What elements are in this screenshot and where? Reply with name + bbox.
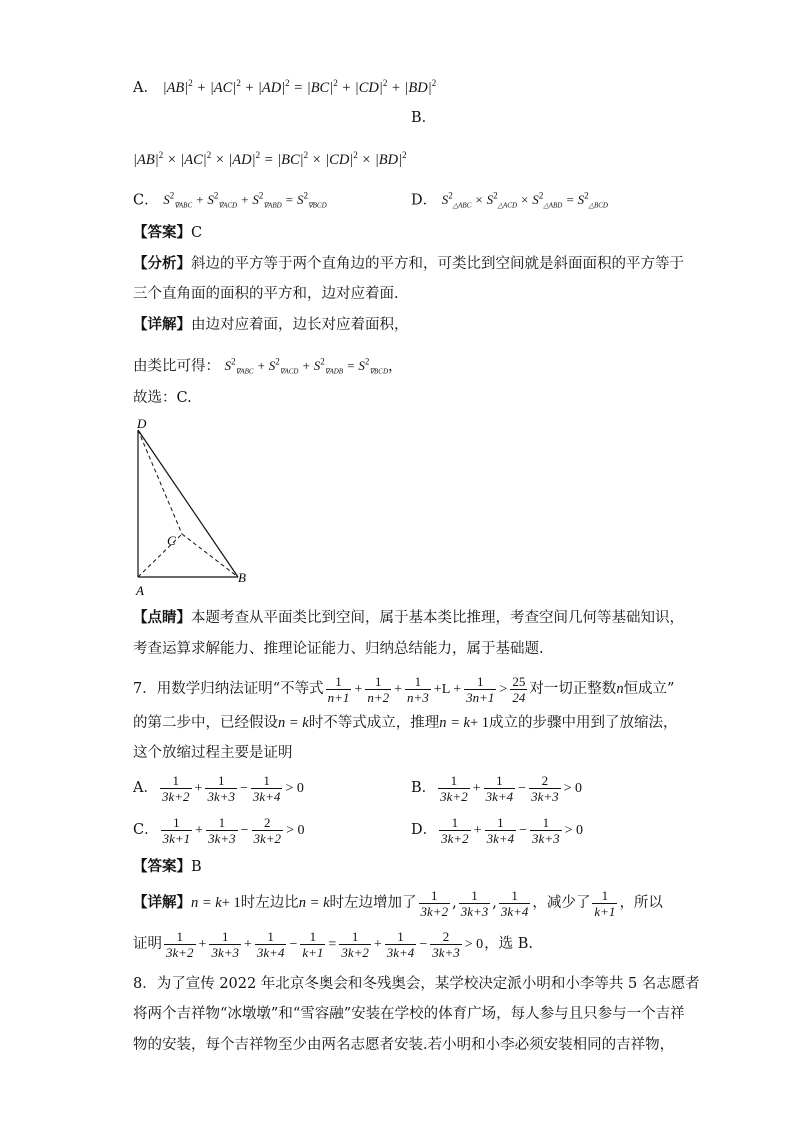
q7-stem-line2: 的第二步中，已经假设n = k时不等式成立，推理n = k+ 1成立的步骤中用到了放缩法，: [133, 715, 678, 731]
tetrahedron-diagram: [126, 414, 266, 602]
label-b: B: [238, 570, 246, 585]
q8-line2: 将两个吉祥物“冰墩墩”和“雪容融”安装在学校的体育广场，每人参与且只参与一个吉祥: [133, 1006, 685, 1022]
q8-line3: 物的安装，每个吉祥物至少由两名志愿者安装.若小明和小李必须安装相同的吉祥物，: [133, 1037, 675, 1053]
q7-proof: 证明 $\frac{1}{3k+2}$ + $\frac{1}{3k+3}$ + $\frac{1}{3k+4}$ − $\frac{1}{k+1}$ = $\frac{1}{3k+2}$ + $\frac{1}{3k+4}$ − $\frac{2}{3k+3}$ > 0，选 B.: [133, 928, 534, 960]
q6-conclusion: 故选：C.: [133, 390, 192, 406]
q7-option-c: C． $\frac{1}{3k+1}$ + $\frac{1}{3k+3}$ − $\frac{2}{3k+2}$ > 0: [133, 814, 305, 846]
q7-answer: 【答案】B: [133, 858, 202, 875]
q6-option-a: A． $|AB|^2 + |AC|^2 + |AD|^2 = |BC|^2 + |CD|^2 + |BD|^2$: [133, 78, 437, 96]
q6-option-b: $|AB|^2 \times |AC|^2 \times |AD|^2 = |BC|^2 \times |CD|^2 \times |BD|^2$: [133, 150, 407, 168]
q7-stem-line1: 7．用数学归纳法证明“不等式 $\frac{1}{n+1}$ + $\frac{1}{n+2}$ + $\frac{1}{n+3}$ +L + $\frac{1}{3n+1}$ > $\frac{25}{24}$ 对一切正整数n恒成立”: [133, 673, 675, 705]
label-a: A: [136, 583, 144, 598]
edge-cb: [182, 534, 238, 577]
q6-analogy: 由类比可得： $S^2_{\nabla ABC} + S^2_{\nabla ACD} + S^2_{\nabla ADB} = S^2_{\nabla BCD}$，: [133, 357, 403, 376]
q6-analysis-line1: 【分析】斜边的平方等于两个直角边的平方和，可类比到空间就是斜面面积的平方等于: [133, 255, 684, 272]
q7-detail: 【详解】n = k+ 1时左边比n = k时左边增加了 $\frac{1}{3k+2}$ , $\frac{1}{3k+3}$ , $\frac{1}{3k+4}$ ，减少了 $\frac{1}{k+1}$ ，所以: [133, 887, 663, 919]
q7-option-a: A． $\frac{1}{3k+2}$ + $\frac{1}{3k+3}$ − $\frac{1}{3k+4}$ > 0: [133, 772, 304, 804]
q7-stem-line3: 这个放缩过程主要是证明: [133, 745, 293, 761]
edge-db: [138, 430, 238, 577]
q6-option-c: C． $S^2_{\nabla ABC} + S^2_{\nabla ACD} + S^2_{\nabla ABD} = S^2_{\nabla BCD}$: [133, 191, 327, 210]
q6-answer: 【答案】C: [133, 224, 203, 241]
q7-option-d: D． $\frac{1}{3k+2}$ + $\frac{1}{3k+4}$ − $\frac{1}{3k+3}$ > 0: [411, 814, 583, 846]
q8-line1: 8．为了宣传 2022 年北京冬奥会和冬残奥会，某学校决定派小明和小李等共 5 名志愿者: [133, 976, 700, 992]
label-d: D: [137, 416, 147, 431]
edge-dc: [138, 430, 182, 534]
q7-option-b: B． $\frac{1}{3k+2}$ + $\frac{1}{3k+4}$ − $\frac{2}{3k+3}$ > 0: [411, 772, 583, 804]
q6-comment-line1: 【点睛】本题考查从平面类比到空间，属于基本类比推理，考查空间几何等基础知识，: [133, 609, 684, 626]
label-c: C: [167, 533, 176, 548]
q6-comment-line2: 考查运算求解能力、推理论证能力、归纳总结能力，属于基础题.: [133, 641, 544, 657]
q6-option-d: D． $S^2_{\triangle ABC} \times S^2_{\triangle ACD} \times S^2_{\triangle ABD} = S^2_{\triangle BCD}$: [411, 191, 608, 210]
q6-option-b-label: B．: [411, 110, 437, 126]
q6-analysis-line2: 三个直角面的面积的平方和，边对应着面.: [133, 286, 399, 302]
q6-detail: 【详解】由边对应着面，边长对应着面积，: [133, 316, 409, 333]
